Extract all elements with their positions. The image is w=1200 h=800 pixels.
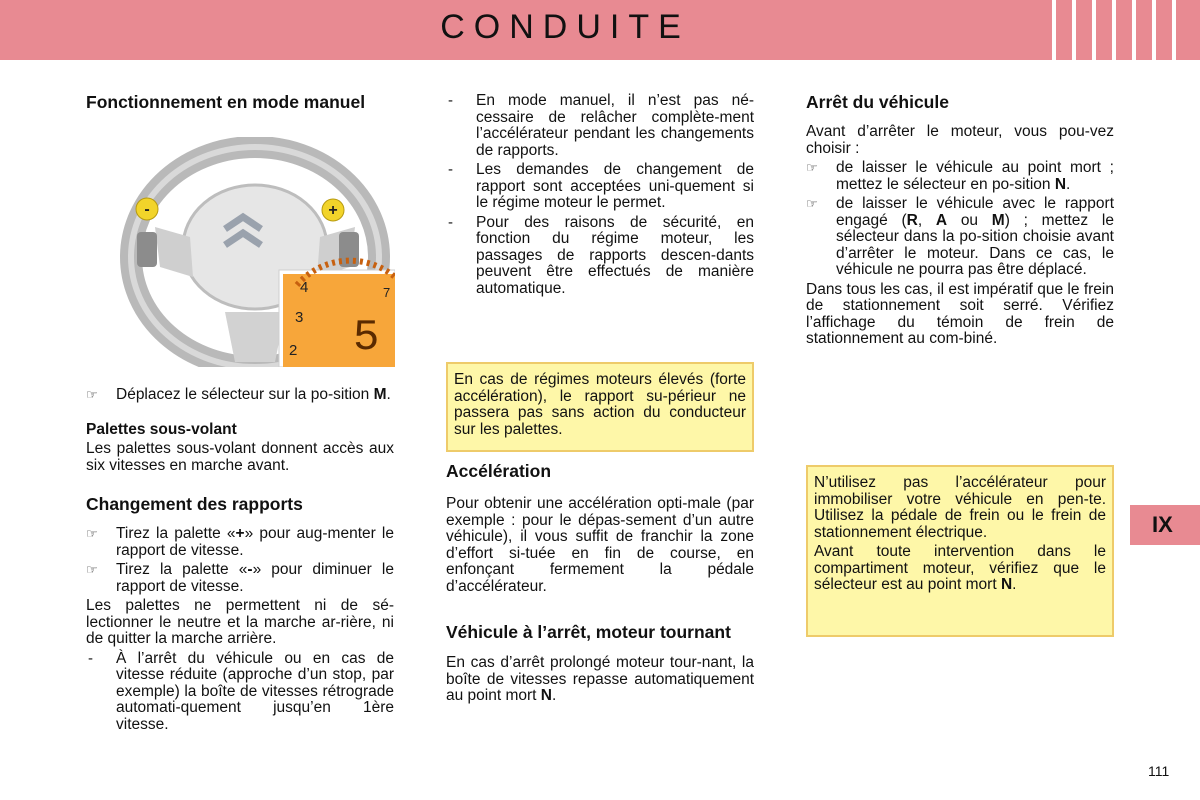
column-right [806, 93, 1114, 348]
svg-text:4: 4 [300, 279, 309, 296]
bullet-neutral: ☞ de laisser le véhicule au point mort ; mettez le sélecteur en po-sition N. [806, 159, 1114, 193]
stop-intro: Avant d’arrêter le moteur, vous pou-vez choisir : [806, 123, 1114, 157]
heading-vehicle-stop: Arrêt du véhicule [806, 92, 949, 112]
page-number: 111 [1148, 763, 1170, 779]
acceleration-text: Pour obtenir une accélération opti-male (par exemple : pour le dépas-sement d’un autre véhicule), il vous suffit de franchir la zone d’effort si-tuée en fin de course, en enfonçant fermement la pédale d’accélérateur. [446, 495, 754, 595]
bullet-move-selector: ☞ Déplacez le sélecteur sur la po-sition M. [86, 386, 391, 403]
svg-text:2: 2 [289, 342, 298, 359]
bullet-minus-paddle: ☞ Tirez la palette «-» pour diminuer le rapport de vitesse. [86, 561, 394, 595]
paddles-text: Les palettes sous-volant donnent accès aux six vitesses en marche avant. [86, 440, 394, 474]
warning-engine-text: Avant toute intervention dans le compartiment moteur, vérifiez que le sélecteur est au point mort N. [814, 543, 1106, 593]
heading-acceleration: Accélération [446, 461, 552, 481]
bullet-gear-engaged: ☞ de laisser le véhicule avec le rapport engagé (R, A ou M) ; mettez le sélecteur dans la po-sition choisie avant d’arrêter le moteur. Dans ce cas, le véhicule ne pourra pas être déplacé. [806, 195, 1114, 278]
pointing-hand-icon: ☞ [806, 160, 818, 175]
warning-box: N’utilisez pas l’accélérateur pour immobiliser votre véhicule en pen-te. Utilisez la pédale de frein ou le frein de stationnement électrique. Avant toute intervention dans le compartiment moteur, vérifiez que le sélecteur est au point mort N. [806, 465, 1114, 637]
parking-brake-text: Dans tous les cas, il est impératif que le frein de stationnement soit serré. Vérifiez l’affichage du témoin de frein de stationnement au com-biné. [806, 280, 1114, 347]
column-left [86, 93, 394, 112]
bullet-plus-paddle: ☞ Tirez la palette «+» pour aug-menter le rapport de vitesse. [86, 525, 394, 559]
svg-text:7: 7 [383, 285, 391, 300]
pointing-hand-icon: ☞ [86, 526, 98, 541]
dash-safety: - Pour des raisons de sécurité, en fonction du régime moteur, les passages de rapports descen-dants peuvent être effectués de manière automatique. [448, 213, 754, 297]
column-middle-body [446, 462, 754, 705]
page-header [0, 0, 1200, 60]
svg-text:-: - [144, 201, 150, 218]
steering-wheel-figure [115, 137, 395, 367]
idle-text: En cas d’arrêt prolongé moteur tour-nant, la boîte de vitesses repasse automatiquement au point mort N. [446, 654, 754, 704]
pointing-hand-icon: ☞ [806, 196, 818, 211]
svg-text:5: 5 [353, 313, 380, 363]
dash-requests: - Les demandes de changement de rapport sont acceptées uni-quement si le régime moteur le permet. [448, 161, 754, 211]
dash-stop-downshift: - À l’arrêt du véhicule ou en cas de vitesse réduite (approche d’un stop, par exemple) la boîte de vitesses rétrograde automati-quement jusqu’en 1ère vitesse. [88, 649, 394, 733]
chapter-tab: IX [1130, 505, 1200, 545]
header-stripes [1050, 0, 1200, 60]
neutral-text: Les palettes ne permettent ni de sé-lectionner le neutre et la marche ar-rière, ni de quitter la marche arrière. [86, 597, 394, 647]
heading-paddles: Palettes sous-volant [86, 420, 237, 438]
heading-manual-mode: Fonctionnement en mode manuel [86, 92, 366, 112]
heading-vehicle-idle: Véhicule à l’arrêt, moteur tournant [446, 622, 731, 642]
dash-manual-mode: - En mode manuel, il n’est pas né-cessaire de relâcher complète-ment l’accélérateur pendant les changements de rapports. [448, 92, 754, 159]
note-box-high-rpm: En cas de régimes moteurs élevés (forte accélération), le rapport su-périeur ne passera pas sans action du conducteur sur les palettes. [446, 362, 754, 452]
svg-text:3: 3 [295, 309, 304, 326]
svg-text:+: + [328, 202, 338, 219]
heading-gear-change: Changement des rapports [86, 494, 303, 514]
pointing-hand-icon: ☞ [86, 562, 98, 577]
column-left-body [86, 387, 394, 733]
column-middle [446, 93, 754, 297]
gear-display [279, 261, 395, 367]
pointing-hand-icon: ☞ [86, 387, 98, 402]
page-title: CONDUITE [440, 8, 690, 46]
